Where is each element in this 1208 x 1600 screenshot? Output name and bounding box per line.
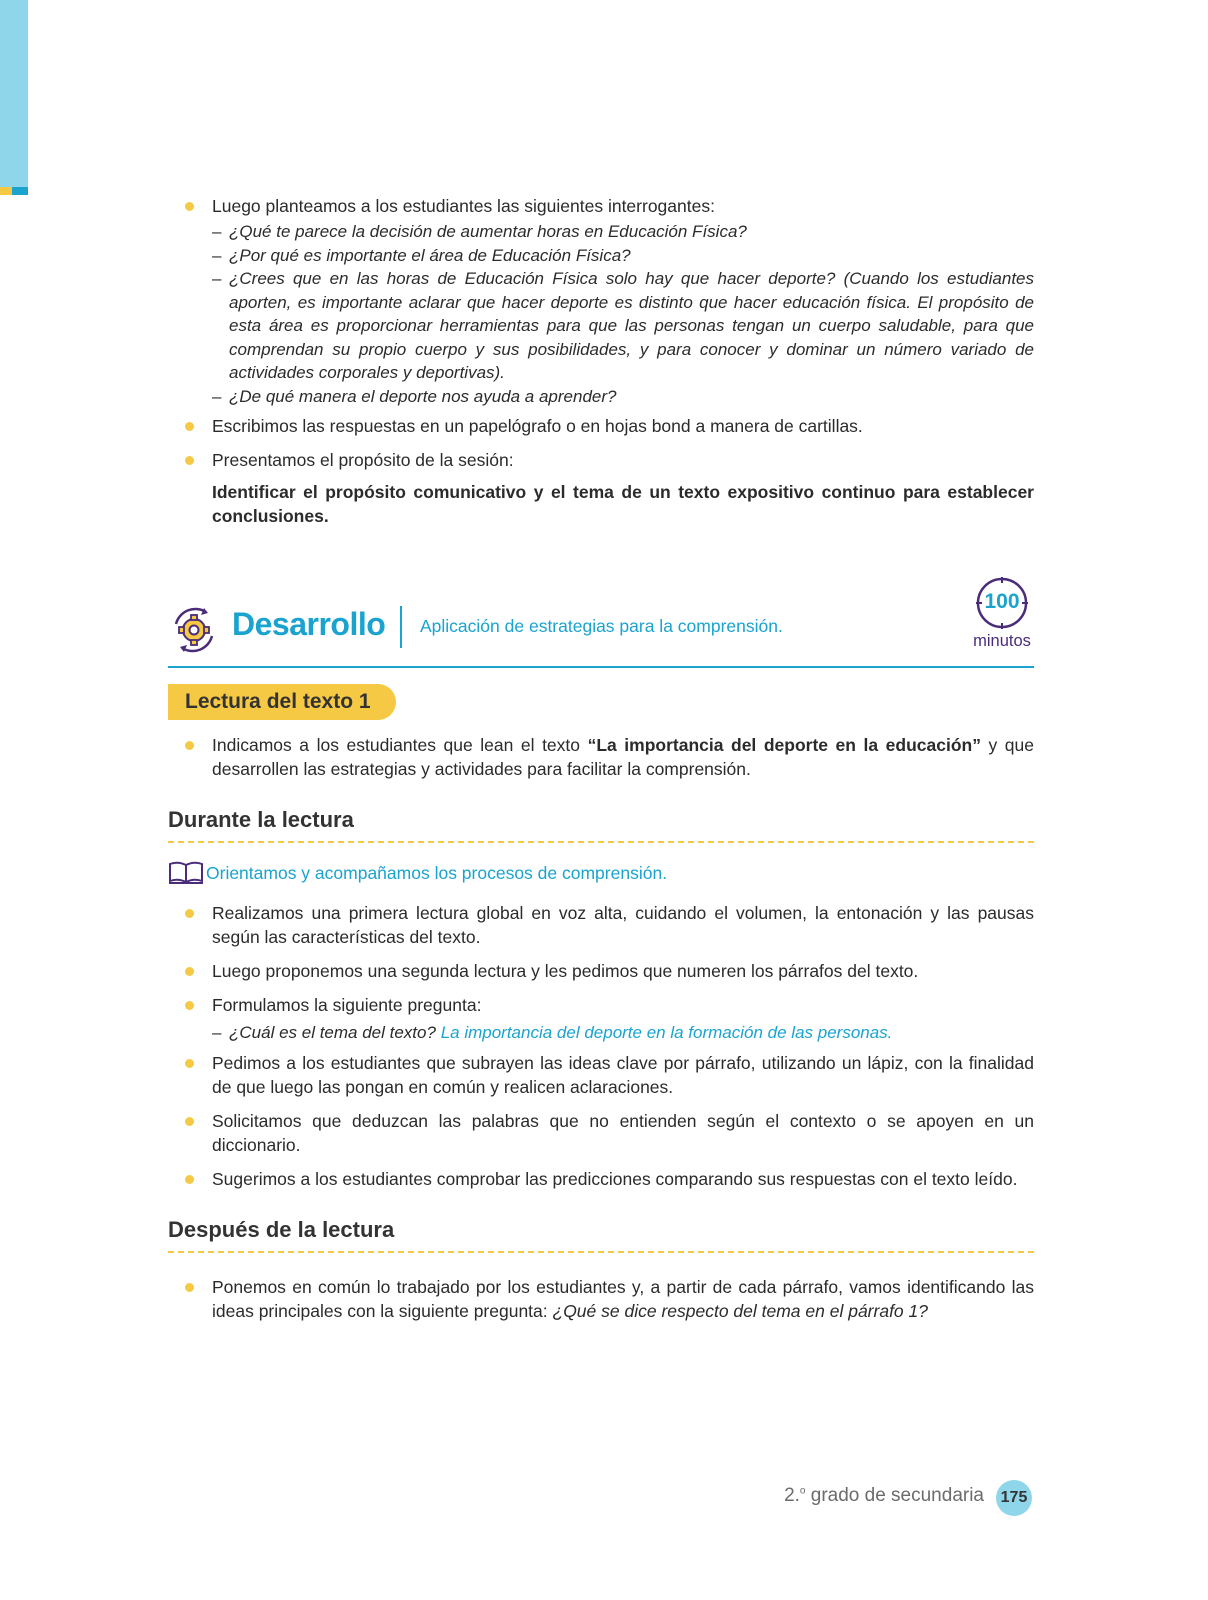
timer-badge [970, 576, 1034, 651]
bullet-text: Formulamos la siguiente pregunta: [212, 995, 482, 1015]
gear-cycle-icon [168, 604, 220, 656]
durante-note [168, 861, 1034, 885]
question-item: – ¿Crees que en las horas de Educación Física solo hay que hacer deporte? (Cuando los estudiantes aporten, es importante aclarar que hacer deporte es distinto que hacer educación física. El propósito de esta área es proporcionar herramientas para que las personas tengan un cuerpo saludable, para que comprendan su propio cuerpo y sus posibilidades, y para conocer y dominar un número variado de actividades corporales y deportivas). [212, 269, 1034, 382]
desarrollo-title: Desarrollo [232, 606, 386, 642]
answer-text: La importancia del deporte en la formación de las personas. [440, 1023, 893, 1042]
bullet-item [168, 901, 1034, 949]
question-text: ¿Por qué es importante el área de Educación Física? [229, 245, 631, 265]
bullet-dot [185, 202, 194, 211]
side-strip-blue-accent [12, 187, 28, 195]
bullet-item [168, 733, 1034, 781]
question-text: ¿Crees que en las horas de Educación Física solo hay que hacer deporte? (Cuando los estudiantes aporten, es importante aclarar que hacer deporte es distinto que hacer educación física. El propósito de esta área es proporcionar herramientas para que las personas tengan un cuerpo saludable, para que comprendan su propio cuerpo y sus posibilidades, y para conocer y dominar un número variado de actividades corporales y deportivas). [229, 269, 1034, 382]
grade-text: grado de secundaria [805, 1485, 984, 1506]
despues-heading: Después de la lectura [168, 1217, 1034, 1253]
durante-heading: Durante la lectura [168, 807, 1034, 843]
bullet-dot [185, 1059, 194, 1068]
bullet-item [168, 1167, 1034, 1191]
bullet-item [168, 1109, 1034, 1157]
bullet-text: Realizamos una primera lectura global en voz alta, cuidando el volumen, la entonación y las pausas según las características del texto. [212, 903, 1034, 947]
question-item: – ¿Qué te parece la decisión de aumentar horas en Educación Física? [212, 222, 747, 241]
bullet-dot [185, 456, 194, 465]
open-book-icon [168, 861, 204, 891]
bullet-item [168, 959, 1034, 983]
bullet-item [168, 194, 1034, 218]
bullet-item [168, 414, 1034, 438]
grade-label [784, 1485, 984, 1507]
bullet-text: Sugerimos a los estudiantes comprobar las predicciones comparando sus respuestas con el texto leído. [212, 1168, 1018, 1189]
bullet-item [168, 1051, 1034, 1099]
bullet-dot [185, 1117, 194, 1126]
page-number: 175 [996, 1480, 1032, 1516]
side-strip-yellow-accent [0, 187, 12, 195]
bullet-text: Luego proponemos una segunda lectura y les pedimos que numeren los párrafos del texto. [212, 961, 919, 981]
bullet-dot [185, 422, 194, 431]
lectura-section [168, 733, 1034, 1323]
side-color-strip [0, 0, 28, 195]
bullet-dot [185, 1283, 194, 1292]
bullet-question: ¿Qué se dice respecto del tema en el párrafo 1? [552, 1300, 928, 1321]
bullet-text: Presentamos el propósito de la sesión: [212, 450, 514, 470]
note-text: Orientamos y acompañamos los procesos de comprensión. [206, 863, 668, 883]
bullet-item [168, 448, 1034, 472]
bullet-text: Ponemos en común lo trabajado por los estudiantes y, a partir de cada párrafo, vamos identificando las ideas principales con la siguiente pregunta: [212, 1276, 1034, 1321]
grade-number: 2. [784, 1485, 800, 1506]
grade-ordinal: o [799, 1485, 806, 1497]
bullet-text: Solicitamos que deduzcan las palabras que no entienden según el contexto o se apoyen en un diccionario. [212, 1110, 1034, 1155]
lectura-pill [168, 684, 396, 720]
bullet-dot [185, 741, 194, 750]
question-item: – ¿Cuál es el tema del texto? La importancia del deporte en la formación de las personas. [212, 1023, 893, 1042]
question-item: – ¿De qué manera el deporte nos ayuda a aprender? [212, 386, 617, 406]
desarrollo-header [168, 590, 1034, 668]
question-text: ¿Qué te parece la decisión de aumentar horas en Educación Física? [229, 222, 747, 241]
bullet-item [168, 1275, 1034, 1323]
desarrollo-subtitle: Aplicación de estrategias para la comprensión. [420, 616, 783, 636]
purpose-text: Identificar el propósito comunicativo y el tema de un texto expositivo continuo para establecer conclusiones. [212, 482, 1034, 526]
bullet-text: Pedimos a los estudiantes que subrayen las ideas clave por párrafo, utilizando un lápiz, con la finalidad de que luego las pongan en común y realicen aclaraciones. [212, 1052, 1034, 1097]
bullet-text: Luego planteamos a los estudiantes las siguientes interrogantes: [212, 196, 715, 216]
bullet-text: Escribimos las respuestas en un papelógrafo o en hojas bond a manera de cartillas. [212, 416, 863, 436]
question-text: ¿Cuál es el tema del texto? [229, 1023, 436, 1042]
question-text: ¿De qué manera el deporte nos ayuda a aprender? [229, 386, 617, 406]
bullet-dot [185, 909, 194, 918]
lectura-pill-label: Lectura del texto 1 [185, 690, 371, 713]
bullet-item [168, 993, 1034, 1017]
timer-minutes: 100 [984, 590, 1020, 613]
question-list [212, 1021, 1034, 1045]
question-item: – ¿Por qué es importante el área de Educación Física? [212, 245, 631, 265]
bullet-dot [185, 1001, 194, 1010]
timer-label: minutos [973, 632, 1031, 650]
text-title: “La importancia del deporte en la educación” [587, 735, 981, 755]
question-list [212, 220, 1034, 408]
stopwatch-icon [975, 576, 1029, 630]
bullet-dot [185, 1175, 194, 1184]
bullet-dot [185, 967, 194, 976]
bullet-text: y que desarrollen las estrategias y actividades para facilitar la comprensión. [212, 735, 1034, 779]
bullet-text: Indicamos a los estudiantes que lean el texto [212, 735, 588, 755]
intro-section [168, 194, 1034, 528]
header-separator [400, 606, 402, 648]
session-purpose [168, 480, 1034, 528]
